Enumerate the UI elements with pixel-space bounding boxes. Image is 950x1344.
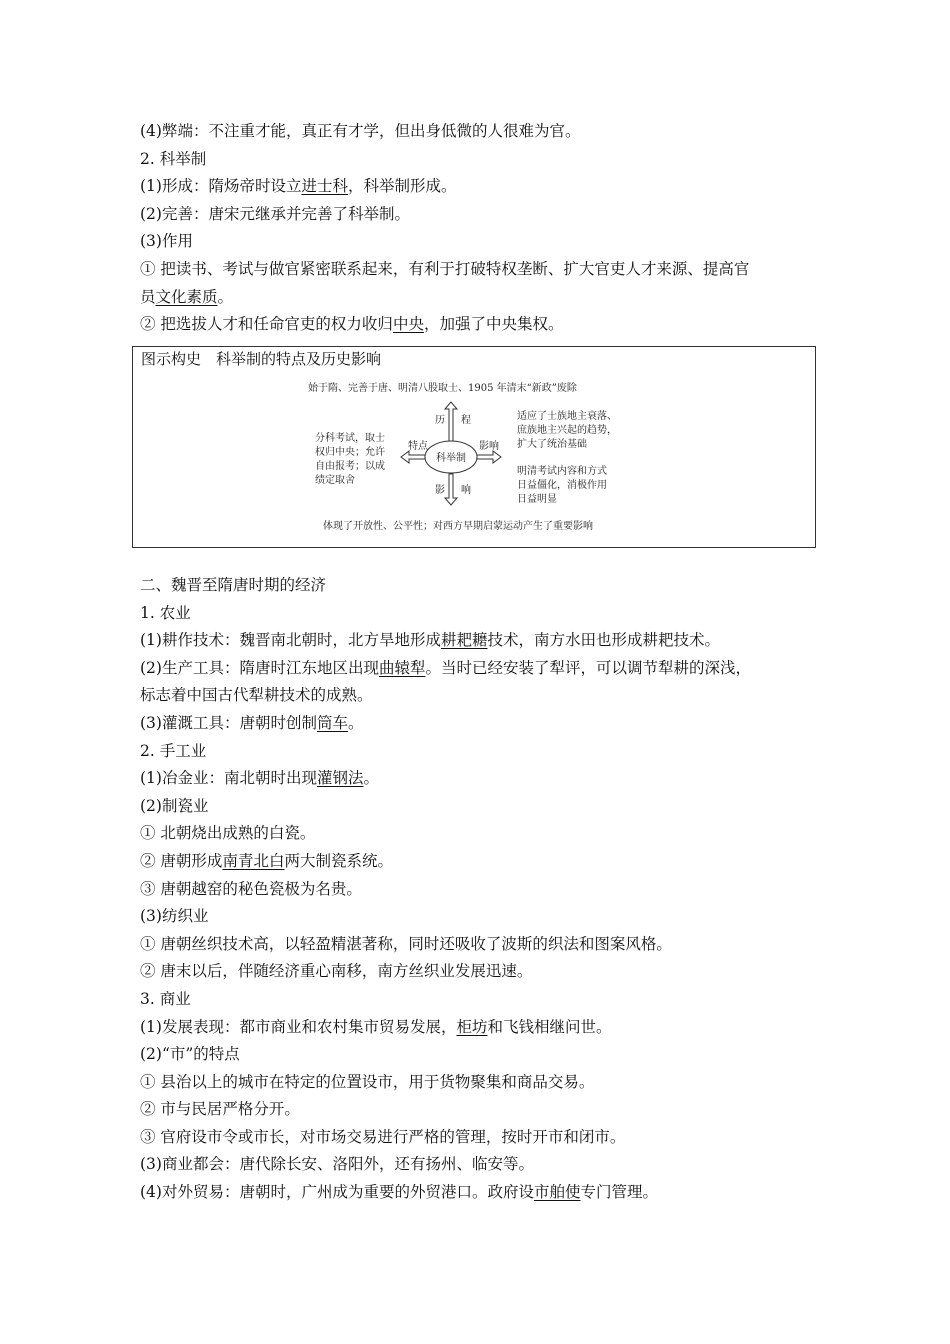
text-line (140, 848, 820, 876)
text-line: 2. 手工业 (140, 741, 207, 760)
right-upper-line: 庶族地主兴起的趋势， (517, 425, 617, 436)
text-segment: (1)形成：隋炀帝时设立 (140, 177, 302, 196)
text-segment: ② 唐朝形成 (140, 851, 223, 870)
right-upper-line: 扩大了统治基础 (517, 439, 587, 450)
diagram-bottom-line: 体现了开放性、公平性；对西方早期启蒙运动产生了重要影响 (323, 521, 593, 532)
text-line: ② 唐末以后，伴随经济重心南移，南方丝织业发展迅速。 (140, 962, 533, 981)
text-line: ① 把读书、考试与做官紧密联系起来，有利于打破特权垄断、扩大官吏人才来源、提高官 (140, 259, 750, 278)
text-line: (2)完善：唐宋元继承并完善了科举制。 (140, 204, 410, 223)
underlined-term: 市舶使 (533, 1183, 581, 1202)
up-arrow-icon (445, 402, 457, 441)
upper-text (140, 118, 820, 339)
text-line (140, 1179, 820, 1207)
text-line: 二、魏晋至隋唐时期的经济 (140, 576, 327, 594)
left-arrow-icon (401, 451, 425, 463)
right-lower-line: 日益明显 (517, 494, 557, 505)
text-line: (2)“市”的特点 (140, 1045, 240, 1064)
left-line: 分科考试，取士 (315, 433, 385, 444)
text-line: ③ 唐朝越窑的秘色瓷极为名贵。 (140, 879, 362, 898)
text-segment: ，科举制形成。 (347, 177, 457, 196)
text-line (140, 173, 820, 201)
right-label: 影响 (479, 441, 499, 452)
text-segment: (1)发展表现：都市商业和农村集市贸易发展， (140, 1017, 457, 1036)
up-char-2: 程 (461, 415, 471, 426)
text-segment: 。 (347, 713, 364, 732)
left-line: 权归中央；允许 (315, 447, 385, 458)
text-segment: 两大制瓷系统。 (284, 851, 393, 870)
keju-diagram (133, 347, 817, 549)
diagram-top-line: 始于隋、完善于唐、明清八股取士、1905 年清末“新政”废除 (308, 383, 577, 394)
text-line (140, 710, 820, 738)
text-segment: 。 (363, 769, 379, 788)
right-upper-line: 适应了士族地主衰落、 (517, 411, 617, 422)
underlined-term: 南青北白 (222, 851, 285, 870)
underlined-term: 曲辕犁 (378, 658, 426, 677)
text-line: ① 北朝烧出成熟的白瓷。 (140, 824, 316, 843)
underlined-term: 灌钢法 (316, 769, 364, 788)
text-line: 1. 农业 (140, 603, 191, 622)
down-char-2: 响 (461, 485, 471, 496)
down-arrow-icon (445, 474, 457, 505)
text-segment: 和飞钱相继问世。 (487, 1017, 612, 1036)
text-line: (3)作用 (140, 232, 193, 251)
text-line (140, 284, 820, 312)
text-segment: (2)生产工具：隋唐时江东地区出现 (140, 658, 379, 677)
text-segment: 专门管理。 (580, 1183, 658, 1202)
right-lower-line: 明清考试内容和方式 (517, 466, 607, 477)
text-segment: ，加强了中央集权。 (423, 315, 564, 334)
left-line: 绩定取舍 (315, 475, 355, 486)
underlined-term: 柜坊 (456, 1017, 488, 1036)
text-segment: (1)耕作技术：魏晋南北朝时，北方旱地形成 (140, 631, 441, 650)
text-line: ③ 官府设市令或市长，对市场交易进行严格的管理，按时开市和闭市。 (140, 1127, 626, 1146)
center-label: 科举制 (436, 453, 466, 464)
diagram-box (132, 346, 816, 548)
left-line: 自由报考；以成 (315, 461, 385, 472)
text-line (140, 627, 820, 655)
underlined-term: 筒车 (316, 713, 348, 732)
text-segment: (3)灌溉工具：唐朝时创制 (140, 713, 317, 732)
diagram-box-title: 图示构史 科举制的特点及历史影响 (141, 350, 382, 368)
underlined-term: 进士科 (301, 177, 348, 196)
lower-text (140, 572, 820, 1207)
text-line (140, 655, 820, 683)
underlined-term: 耕耙耱 (440, 631, 488, 650)
text-segment: 技术，南方水田也形成耕耙技术。 (487, 631, 720, 650)
text-line (140, 311, 820, 339)
underlined-term: 中央 (392, 315, 424, 334)
underlined-term: 文化素质 (155, 287, 218, 306)
text-line: ① 县治以上的城市在特定的位置设市，用于货物聚集和商品交易。 (140, 1072, 595, 1091)
text-line: (3)商业都会：唐代除长安、洛阳外，还有扬州、临安等。 (140, 1155, 534, 1174)
text-line: 2. 科举制 (140, 149, 207, 168)
text-line: 标志着中国古代犁耕技术的成熟。 (140, 686, 373, 705)
down-char-1: 影 (435, 485, 445, 496)
text-line: (3)纺织业 (140, 907, 209, 926)
text-segment: (4)对外贸易：唐朝时，广州成为重要的外贸港口。政府设 (140, 1183, 534, 1202)
text-segment: 。 (217, 287, 234, 306)
text-line (140, 765, 820, 793)
text-line: (4)弊端：不注重才能，真正有才学，但出身低微的人很难为官。 (140, 122, 581, 140)
text-line (140, 1014, 820, 1042)
text-line: 3. 商业 (140, 989, 191, 1008)
text-segment: 。当时已经安装了犁评，可以调节犁耕的深浅， (425, 658, 751, 677)
text-segment: ② 把选拔人才和任命官吏的权力收归 (140, 315, 393, 334)
right-lower-line: 日益僵化，消极作用 (517, 480, 607, 491)
text-line: ② 市与民居严格分开。 (140, 1100, 300, 1119)
text-segment: (1)冶金业：南北朝时出现 (140, 769, 317, 788)
up-char-1: 历 (435, 415, 445, 426)
text-line: ① 唐朝丝织技术高，以轻盈精湛著称，同时还吸收了波斯的织法和图案风格。 (140, 934, 672, 953)
text-line: (2)制瓷业 (140, 796, 209, 815)
right-arrow-icon (477, 451, 501, 463)
left-label: 特点 (408, 441, 428, 452)
text-segment: 员 (140, 287, 156, 306)
